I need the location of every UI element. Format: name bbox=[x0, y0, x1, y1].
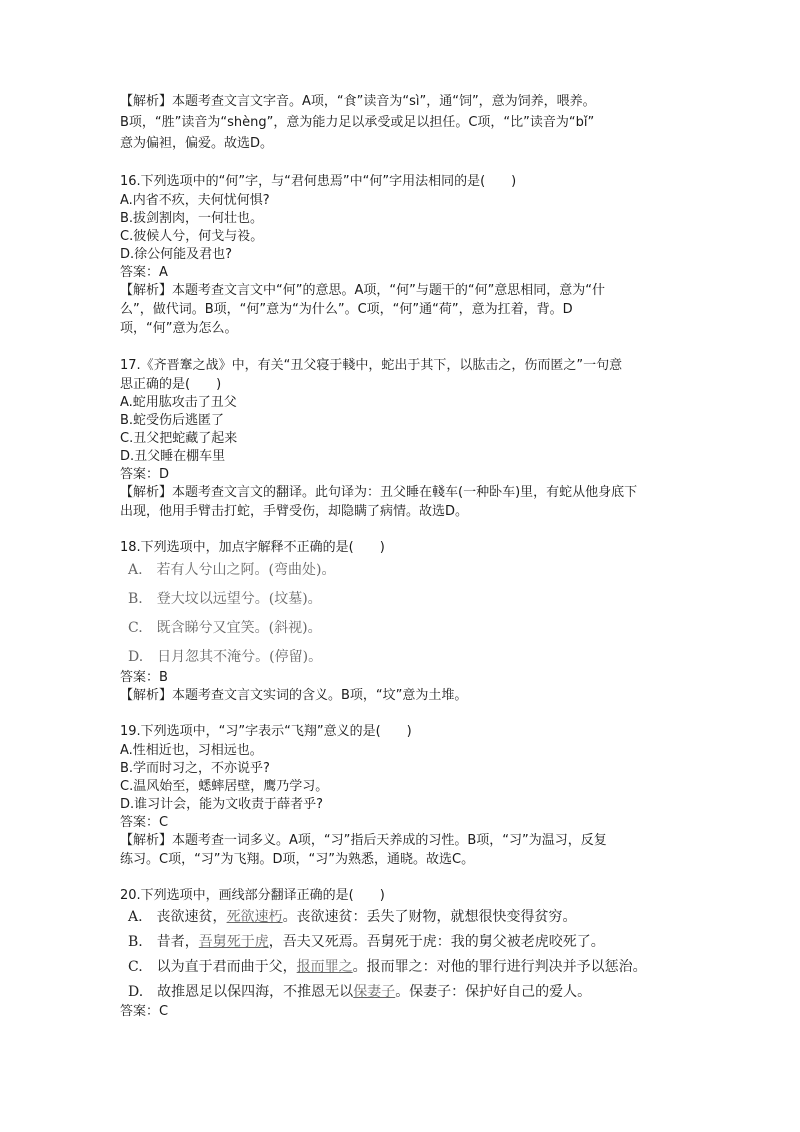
q17-option-d: D.丑父睡在棚车里 bbox=[120, 449, 226, 464]
q18-answer: 答案：B bbox=[120, 670, 168, 685]
q20-option-b bbox=[128, 932, 605, 952]
q20-option-a-underlined: 死欲速朽 bbox=[226, 909, 283, 925]
q17-explanation-2: 出现，他用手臂击打蛇，手臂受伤，却隐瞒了病情。故选D。 bbox=[120, 504, 469, 519]
q16-option-c: C.彼候人兮，何戈与祋。 bbox=[120, 229, 264, 244]
q16-option-a: A.内省不疚，夫何忧何惧? bbox=[120, 193, 270, 208]
q19-option-a: A.性相近也，习相远也。 bbox=[120, 743, 263, 758]
q20-option-c bbox=[128, 957, 647, 977]
q17-stem-2: 思正确的是( ) bbox=[120, 377, 222, 392]
q20-option-d bbox=[128, 982, 591, 1002]
q16-stem: 16.下列选项中的“何”字，与“君何患焉”中“何”字用法相同的是( ) bbox=[120, 174, 517, 189]
q19-option-c: C.温风始至，蟋蟀居壁，鹰乃学习。 bbox=[120, 779, 329, 794]
q19-explanation-2: 练习。C项，“习”为飞翔。D项，“习”为熟悉，通晓。故选C。 bbox=[120, 852, 475, 867]
q16-option-b: B.拔剑割肉，一何壮也。 bbox=[120, 211, 264, 226]
q20-answer: 答案：C bbox=[120, 1004, 169, 1019]
q19-stem: 19.下列选项中，“习”字表示“飞翔”意义的是( ) bbox=[120, 724, 412, 739]
q19-option-d: D.谁习计会，能为文收责于薛者乎? bbox=[120, 797, 324, 812]
q20-option-d-underlined: 保妻子 bbox=[353, 984, 396, 1000]
q16-answer: 答案：A bbox=[120, 265, 168, 280]
q18-option-b: B. 登大坟以远望兮。(坟墓)。 bbox=[128, 591, 322, 607]
q20-stem: 20.下列选项中，画线部分翻译正确的是( ) bbox=[120, 888, 385, 903]
q20-option-b-pre: B. 昔者， bbox=[128, 934, 199, 950]
q17-option-b: B.蛇受伤后逃匿了 bbox=[120, 413, 225, 428]
q17-stem-1: 17.《齐晋鞌之战》中，有关“丑父寝于輚中，蛇出于其下，以肱击之，伤而匿之”一句意 bbox=[120, 358, 623, 373]
q20-option-d-pre: D. 故推恩足以保四海，不推恩无以 bbox=[128, 984, 354, 1000]
q20-option-b-post: ，吾夫又死焉。吾舅死于虎：我的舅父被老虎咬死了。 bbox=[268, 934, 605, 950]
q20-option-a bbox=[128, 907, 577, 927]
q20-option-d-post: 。保妻子：保护好自己的爱人。 bbox=[395, 984, 592, 1000]
q16-explanation-1: 【解析】本题考查文言文中“何”的意思。A项，“何”与题干的“何”意思相同，意为“什 bbox=[120, 283, 606, 298]
q17-option-a: A.蛇用肱攻击了丑父 bbox=[120, 395, 237, 410]
q16-option-d: D.徐公何能及君也? bbox=[120, 247, 233, 262]
q19-answer: 答案：C bbox=[120, 815, 169, 830]
q20-option-a-pre: A. 丧欲速贫， bbox=[128, 909, 227, 925]
q19-option-b: B.学而时习之，不亦说乎? bbox=[120, 761, 270, 776]
q20-option-a-post: 。丧欲速贫：丢失了财物，就想很快变得贫穷。 bbox=[282, 909, 577, 925]
intro-line-3: 意为偏袒，偏爱。故选D。 bbox=[120, 136, 274, 151]
q17-explanation-1: 【解析】本题考查文言文的翻译。此句译为：丑父睡在輚车(一种卧车)里，有蛇从他身底下 bbox=[120, 485, 638, 500]
q18-option-d: D. 日月忽其不淹兮。(停留)。 bbox=[128, 649, 323, 665]
q16-explanation-2: 么”，做代词。B项，“何”意为“为什么”。C项，“何”通“荷”，意为扛着，背。D bbox=[120, 302, 573, 317]
intro-line-1: 【解析】本题考查文言文字音。A项，“食”读音为“sì”，通“饲”，意为饲养，喂养。 bbox=[120, 94, 596, 109]
q17-option-c: C.丑父把蛇藏了起来 bbox=[120, 431, 238, 446]
q17-answer: 答案：D bbox=[120, 467, 170, 482]
q18-option-a: A. 若有人兮山之阿。(弯曲处)。 bbox=[128, 562, 336, 578]
q20-option-c-underlined: 报而罪之 bbox=[296, 959, 353, 975]
q16-explanation-3: 项，“何”意为怎么。 bbox=[120, 321, 238, 336]
q18-explanation: 【解析】本题考查文言文实词的含义。B项，“坟”意为土堆。 bbox=[120, 688, 468, 703]
q19-explanation-1: 【解析】本题考查一词多义。A项，“习”指后天养成的习性。B项，“习”为温习，反复 bbox=[120, 833, 607, 848]
q20-option-c-pre: C. 以为直于君而曲于父， bbox=[128, 959, 297, 975]
intro-line-2: B项，“胜”读音为“shèng”，意为能力足以承受或足以担任。C项，“比”读音为“bǐ” bbox=[120, 115, 595, 130]
q18-stem: 18.下列选项中，加点字解释不正确的是( ) bbox=[120, 540, 385, 555]
q20-option-c-post: 。报而罪之：对他的罪行进行判决并予以惩治。 bbox=[352, 959, 647, 975]
q18-option-c: C. 既含睇兮又宜笑。(斜视)。 bbox=[128, 620, 322, 636]
q20-option-b-underlined: 吾舅死于虎 bbox=[198, 934, 269, 950]
